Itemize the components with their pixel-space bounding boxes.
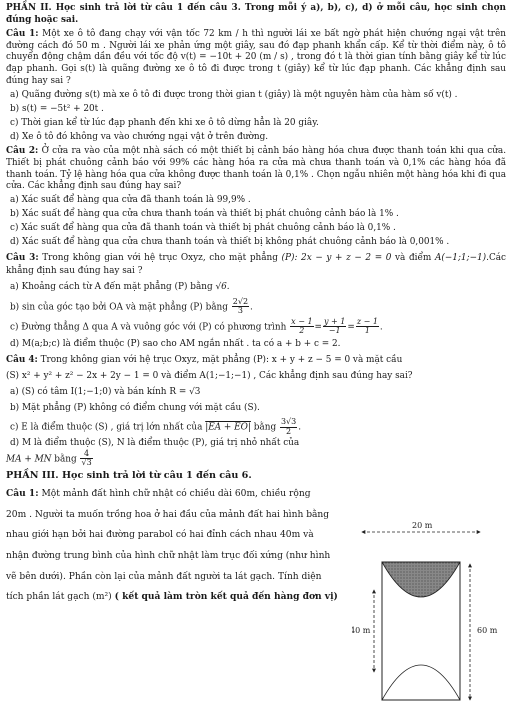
- frac1-den: 2: [299, 325, 305, 335]
- p2-q4-d-frac: [80, 450, 92, 468]
- p2-q1-c: c) Thời gian kể từ lúc đạp phanh đến khi xe ô tô dừng hẳn là 20 giây.: [10, 117, 319, 128]
- figure-left-label: 40 m: [352, 626, 371, 635]
- p3-q1-line0-text: Một mảnh đất hình chữ nhật có chiều dài 60m, chiều rộng: [41, 488, 311, 499]
- land-figure: [352, 520, 502, 706]
- p3-q1-line4: vẽ bên dưới). Phần còn lại của mảnh đất người ta lát gạch. Tính diện: [6, 571, 322, 582]
- p2-q3-c-text: c) Đường thẳng Δ qua A và vuông góc với (P) có phương trình: [10, 321, 287, 332]
- p2-q4-c-expr: |EA + EO|: [205, 422, 251, 433]
- frac3-den: 1: [364, 325, 370, 335]
- figure-right-label: 60 m: [477, 626, 498, 635]
- p2-q3-point: A(−1;1;−1): [434, 252, 487, 263]
- p2-q3-b-frac: [232, 298, 249, 316]
- frac2-den: −1: [328, 325, 341, 335]
- p2-q3-c-frac3: [356, 318, 379, 336]
- p2-q2-label: Câu 2:: [6, 146, 39, 157]
- p3-q1-line1: 20m . Người ta muốn trồng hoa ở hai đầu của mảnh đất hai hình bằng: [6, 509, 330, 520]
- p2-q4-d-expr: MA + MN: [6, 454, 52, 465]
- p2-q3-plane: (P): 2x − y + z − 2 = 0: [281, 252, 392, 263]
- p2-q2-text: Ở cửa ra vào của một nhà sách có một thiết bị cảnh báo hàng hóa chưa được thanh toán khi qua cửa. Thiết bị phát chuông cảnh báo với 99% các hàng hóa ra cửa mà chưa thanh toán và 0,1% các hàng hóa đã thanh toán. Tỷ lệ hàng hóa qua cửa không được thanh toán là 0,1% . Chọn ngẫu nhiên một hàng hóa khi đi qua cửa. Các khẳng định sau đúng hay sai?: [6, 146, 507, 192]
- p2-q4-d-eq: bằng: [54, 454, 77, 465]
- figure-top-label: 20 m: [412, 521, 433, 530]
- p2-q4-text2: (S) x² + y² + z² − 2x + 2y − 1 = 0 và điểm A(1;−1;−1) , Các khẳng định sau đúng hay sai?: [6, 370, 413, 381]
- p3-q1-line2: nhau giới hạn bởi hai đường parabol có hai đỉnh cách nhau 40m và: [6, 530, 314, 541]
- p2-q3-text3: .Các khẳng định sau đúng hay sai ?: [6, 252, 506, 277]
- p2-q4-a: a) (S) có tâm I(1;−1;0) và bán kính R = √3: [10, 386, 201, 397]
- p2-q3-text1: Trong không gian với hệ trục Oxyz, cho mặt phẳng: [42, 252, 278, 263]
- p2-q4-c-frac: [280, 418, 297, 436]
- p2-q3-b-num: 2√2: [232, 296, 249, 306]
- p2-q3-b-text: b) sin của góc tạo bởi OA và mặt phẳng (P) bằng: [10, 301, 228, 312]
- p2-q4-c-num: 3√3: [280, 417, 297, 427]
- document-page: [6, 3, 506, 609]
- p2-q3-c: c) Đường thẳng Δ qua A và vuông góc với (P) có phương trình $\frac{x - 1}{2}$ = $\frac{y + 1}{-1}$ = $\frac{z - 1}{1}$ .: [10, 316, 383, 335]
- frac1-num: x − 1: [291, 316, 313, 326]
- p3-q1-line5: [6, 588, 351, 606]
- part3-header: PHẦN III. Học sinh trả lời từ câu 1 đến câu 6.: [6, 470, 252, 482]
- p2-q1-b: b) s(t) = −5t² + 20t .: [10, 103, 104, 114]
- p2-q4-c-text: c) E là điểm thuộc (S) , giá trị lớn nhất của: [10, 422, 203, 433]
- p2-q3-a-val: √6.: [215, 282, 230, 293]
- p2-q1-d: d) Xe ô tô đó không va vào chướng ngại vật ở trên đường.: [10, 131, 269, 142]
- p2-q4-c-den: 2: [286, 426, 292, 436]
- p2-q3-b: b) sin của góc tạo bởi OA và mặt phẳng (P) bằng $\frac{2√2}{3}$ .: [10, 296, 253, 315]
- part2-header: PHẦN II. Học sinh trả lời từ câu 1 đến câu 3. Trong mỗi ý a), b), c), d) ở mỗi câu, học sinh chọn đúng hoặc sai.: [6, 3, 506, 25]
- p2-q3-c-frac1: [290, 318, 313, 336]
- p2-q4-text1: Trong không gian với hệ trục Oxyz, mặt phẳng (P): x + y + z − 5 = 0 và mặt cầu: [40, 354, 403, 365]
- p2-q1-text: Một xe ô tô đang chạy với vận tốc 72 km / h thì người lái xe bất ngờ phát hiện chướng ngại vật trên đường cách đó 50 m . Người lái xe phản ứng một giây, sau đó đạp phanh khẩn cấp. Kể từ thời điểm này, ô tô chuyển động chậm dần đều với tốc độ v(t) = −10t + 20 (m / s) , trong đó t là thời gian tính bằng giây kể từ lúc đạp phanh. Gọi s(t) là quãng đường xe ô tô đi được trong t (giây) kể từ lúc đạp phanh. Các khẳng định sau đúng hay sai ?: [6, 28, 506, 86]
- p2-q3-c-frac2: [323, 318, 346, 336]
- p3-q1-last-line: tích phần lát gạch (m²): [6, 592, 112, 603]
- p2-q3-b-den: 3: [237, 305, 243, 315]
- p2-q1-label: Câu 1:: [6, 28, 39, 39]
- p2-q3-d: d) M(a;b;c) là điểm thuộc (P) sao cho AM ngắn nhất . ta có a + b + c = 2.: [10, 338, 341, 349]
- p2-q4-d-den: √3: [81, 458, 92, 468]
- p2-q2-stem: [6, 146, 506, 193]
- p2-q3-a-text: a) Khoảng cách từ A đến mặt phẳng (P) bằng: [10, 282, 213, 293]
- p2-q2-d: d) Xác suất để hàng qua cửa chưa thanh toán và thiết bị không phát chuông cảnh báo là 0,001% .: [10, 237, 450, 248]
- p2-q2-c: c) Xác suất để hàng qua cửa đã thanh toán và thiết bị phát chuông cảnh báo là 0,1% .: [10, 223, 396, 234]
- p2-q4-d-expr-line: [6, 450, 351, 468]
- land-figure-svg: [352, 520, 502, 706]
- p2-q3-stem: [6, 252, 506, 280]
- p2-q4-d: d) M là điểm thuộc (S), N là điểm thuộc (P), giá trị nhỏ nhất của: [10, 438, 300, 449]
- p2-q4-stem: [6, 354, 506, 368]
- frac3-num: z − 1: [356, 316, 378, 326]
- p2-q3-a: [6, 281, 506, 295]
- p3-q1-last-bold: ( kết quả làm tròn kết quả đến hàng đơn vị): [114, 591, 338, 603]
- p2-q3-label: Câu 3:: [6, 252, 39, 263]
- p2-q1-stem: [6, 29, 506, 88]
- bottom-flower-bed: [382, 665, 460, 700]
- p2-q4-c: c) E là điểm thuộc (S) , giá trị lớn nhất của |EA + EO| bằng $\frac{3√3}{2}$ .: [10, 417, 302, 436]
- p3-q1-label: Câu 1:: [6, 487, 39, 499]
- p2-q4-label: Câu 4:: [6, 354, 38, 365]
- p2-q2-a: a) Xác suất để hàng qua cửa đã thanh toán là 99,9% .: [10, 195, 251, 206]
- p2-q3-text2: và điểm: [395, 252, 432, 263]
- top-flower-bed: [382, 562, 460, 597]
- p2-q1-a: a) Quãng đường s(t) mà xe ô tô đi được trong thời gian t (giây) là một nguyên hàm của hàm số v(t) .: [10, 89, 458, 100]
- p2-q2-b: b) Xác suất để hàng qua cửa chưa thanh toán và thiết bị phát chuông cảnh báo là 1% .: [10, 209, 399, 220]
- p3-q1: [6, 485, 351, 607]
- p2-q4-c-eq: bằng: [253, 422, 277, 433]
- p2-q4-b: b) Mặt phẳng (P) không có điểm chung với mặt cầu (S).: [10, 403, 260, 414]
- frac2-num: y + 1: [323, 316, 346, 326]
- left-column: [6, 438, 351, 606]
- p3-q1-line0: [6, 485, 351, 503]
- p2-q4-d-num: 4: [80, 450, 92, 459]
- p3-q1-line3: nhận đường trung bình của hình chữ nhật làm trục đối xứng (như hình: [6, 550, 331, 561]
